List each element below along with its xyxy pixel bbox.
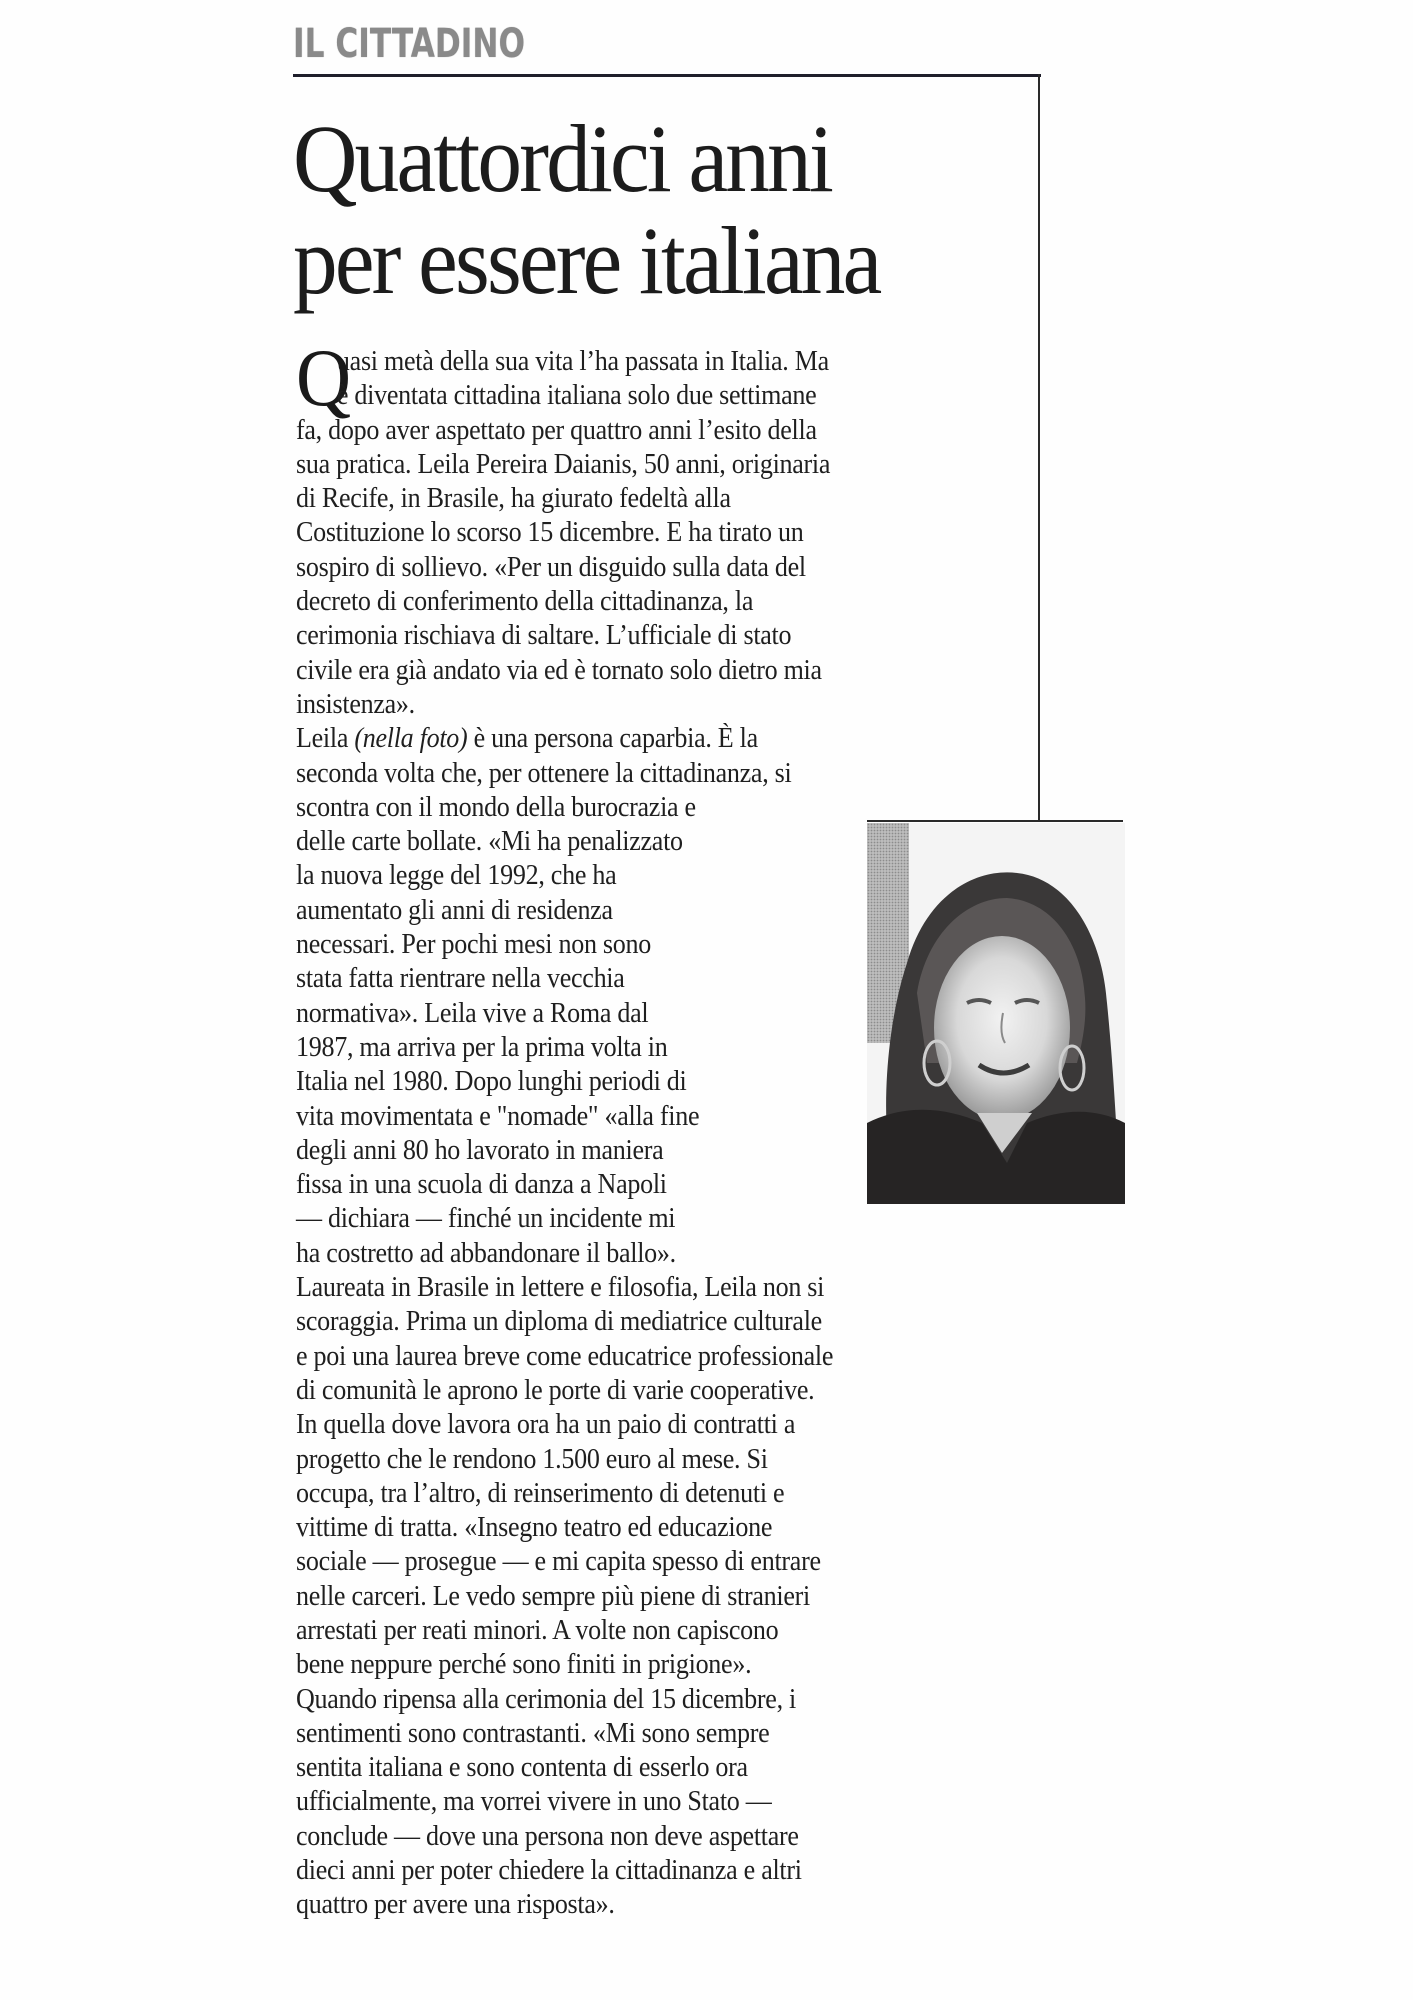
body-line-text: Leila xyxy=(296,723,355,755)
article-headline xyxy=(293,105,1000,314)
body-line: sua pratica. Leila Pereira Daianis, 50 anni, originaria xyxy=(296,448,831,480)
body-line: decreto di conferimento della cittadinanza, la xyxy=(296,586,754,618)
body-line: insistenza». xyxy=(296,688,415,720)
body-line: progetto che le rendono 1.500 euro al mese. Si xyxy=(296,1443,768,1475)
body-line: Costituzione lo scorso 15 dicembre. E ha tirato un xyxy=(296,517,804,549)
photo-reference: (nella foto) xyxy=(354,723,468,755)
body-line: dieci anni per poter chiedere la cittadinanza e altri xyxy=(296,1855,802,1887)
body-line xyxy=(296,722,984,756)
body-line: ufficialmente, ma vorrei vivere in uno Stato — xyxy=(296,1786,772,1818)
body-line: e poi una laurea breve come educatrice professionale xyxy=(296,1340,834,1372)
body-line: sentita italiana e sono contenta di esserlo ora xyxy=(296,1752,748,1784)
body-line: Italia nel 1980. Dopo lunghi periodi di xyxy=(296,1066,687,1098)
body-line: di comunità le aprono le porte di varie cooperative. xyxy=(296,1374,815,1406)
top-rule-divider xyxy=(293,74,1041,77)
body-line: necessari. Per pochi mesi non sono xyxy=(296,929,651,961)
body-line: la nuova legge del 1992, che ha xyxy=(296,860,617,892)
body-line: cerimonia rischiava di saltare. L’ufficiale di stato xyxy=(296,620,792,652)
body-line: degli anni 80 ho lavorato in maniera xyxy=(296,1134,664,1166)
portrait-image xyxy=(867,823,1125,1204)
body-line: Laureata in Brasile in lettere e filosofia, Leila non si xyxy=(296,1272,825,1304)
body-line: sospiro di sollievo. «Per un disguido sulla data del xyxy=(296,551,806,583)
body-line: vittime di tratta. «Insegno teatro ed educazione xyxy=(296,1512,773,1544)
body-line: scoraggia. Prima un diploma di mediatrice culturale xyxy=(296,1306,822,1338)
body-line: arrestati per reati minori. A volte non capiscono xyxy=(296,1614,779,1646)
body-line: sociale — prosegue — e mi capita spesso di entrare xyxy=(296,1546,821,1578)
dropcap-letter: Q xyxy=(296,332,351,423)
right-rule-divider xyxy=(1038,74,1040,822)
body-line: 1987, ma arriva per la prima volta in xyxy=(296,1031,668,1063)
body-line: scontra con il mondo della burocrazia e xyxy=(296,791,696,823)
body-line: civile era già andato via ed è tornato solo dietro mia xyxy=(296,654,822,686)
body-line: sentimenti sono contrastanti. «Mi sono sempre xyxy=(296,1717,770,1749)
newspaper-masthead: IL CITTADINO xyxy=(293,21,526,67)
headline-line-1: Quattordici anni xyxy=(293,105,831,212)
body-line-text: uasi metà della sua vita l’ha passata in Italia. Ma xyxy=(336,346,829,377)
body-line: — dichiara — finché un incidente mi xyxy=(296,1203,676,1235)
body-line: ha costretto ad abbandonare il ballo». xyxy=(296,1237,676,1269)
body-line: In quella dove lavora ora ha un paio di contratti a xyxy=(296,1409,796,1441)
body-line: delle carte bollate. «Mi ha penalizzato xyxy=(296,826,683,858)
body-line: stata fatta rientrare nella vecchia xyxy=(296,963,625,995)
body-line: nelle carceri. Le vedo sempre più piene di stranieri xyxy=(296,1580,811,1612)
body-line: seconda volta che, per ottenere la cittadinanza, si xyxy=(296,757,792,789)
body-line: conclude — dove una persona non deve aspettare xyxy=(296,1820,799,1852)
body-line: fissa in una scuola di danza a Napoli xyxy=(296,1169,667,1201)
body-line: Quando ripensa alla cerimonia del 15 dicembre, i xyxy=(296,1683,796,1715)
body-line: normativa». Leila vive a Roma dal xyxy=(296,997,649,1029)
body-line: è diventata cittadina italiana solo due settimane xyxy=(336,380,817,412)
body-line: occupa, tra l’altro, di reinserimento di detenuti e xyxy=(296,1477,785,1509)
body-line: vita movimentata e "nomade" «alla fine xyxy=(296,1100,700,1132)
body-line: bene neppure perché sono finiti in prigione». xyxy=(296,1649,752,1681)
body-line: fa, dopo aver aspettato per quattro anni l’esito della xyxy=(296,414,817,446)
portrait-photo xyxy=(867,823,1125,1204)
body-line: quattro per avere una risposta». xyxy=(296,1889,615,1921)
body-line-text: è una persona caparbia. È la xyxy=(467,723,758,755)
body-line: di Recife, in Brasile, ha giurato fedeltà alla xyxy=(296,483,731,515)
headline-line-2: per essere italiana xyxy=(293,207,880,314)
body-line: aumentato gli anni di residenza xyxy=(296,894,613,926)
